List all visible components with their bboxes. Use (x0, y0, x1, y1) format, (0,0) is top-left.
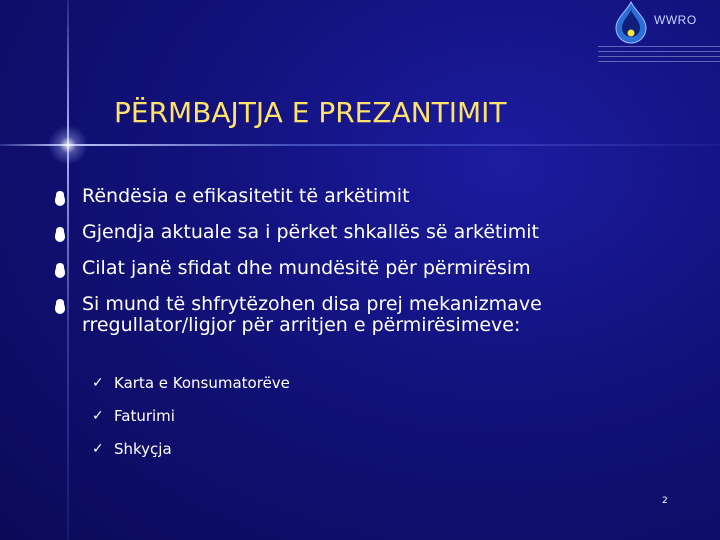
sub-item (92, 373, 290, 393)
sub-item-list (92, 373, 290, 472)
bullet-icon (54, 226, 66, 242)
bullet-item (54, 294, 694, 336)
sub-item (92, 439, 290, 459)
decorative-glow (48, 125, 88, 165)
bullet-item (54, 222, 694, 243)
bullet-list (54, 186, 694, 351)
water-drop-icon (608, 0, 654, 44)
logo-fine-print (598, 46, 720, 66)
check-icon: ✓ (92, 441, 104, 457)
bullet-item (54, 186, 694, 207)
check-icon: ✓ (92, 408, 104, 424)
logo-text: WWRO (654, 13, 697, 27)
sub-item-text: Karta e Konsumatorëve (114, 374, 290, 392)
page-number: 2 (662, 496, 668, 506)
bullet-text: Rëndësia e efikasitetit të arkëtimit (82, 185, 410, 207)
check-icon: ✓ (92, 375, 104, 391)
bullet-text: Si mund të shfrytëzohen disa prej mekanizmave rregullator/ligjor për arritjen e përmirësimeve: (82, 293, 542, 336)
bullet-item (54, 258, 694, 279)
sub-item-text: Faturimi (114, 407, 175, 425)
bullet-icon (54, 190, 66, 206)
decorative-horizontal-line (0, 144, 720, 146)
bullet-text: Gjendja aktuale sa i përket shkallës së arkëtimit (82, 221, 540, 243)
slide-title: PËRMBAJTJA E PREZANTIMIT (114, 96, 507, 129)
sub-item (92, 406, 290, 426)
sub-item-text: Shkyçja (114, 440, 172, 458)
wwro-logo (598, 0, 720, 72)
bullet-icon (54, 298, 66, 314)
bullet-icon (54, 262, 66, 278)
bullet-text: Cilat janë sfidat dhe mundësitë për përmirësim (82, 257, 531, 279)
